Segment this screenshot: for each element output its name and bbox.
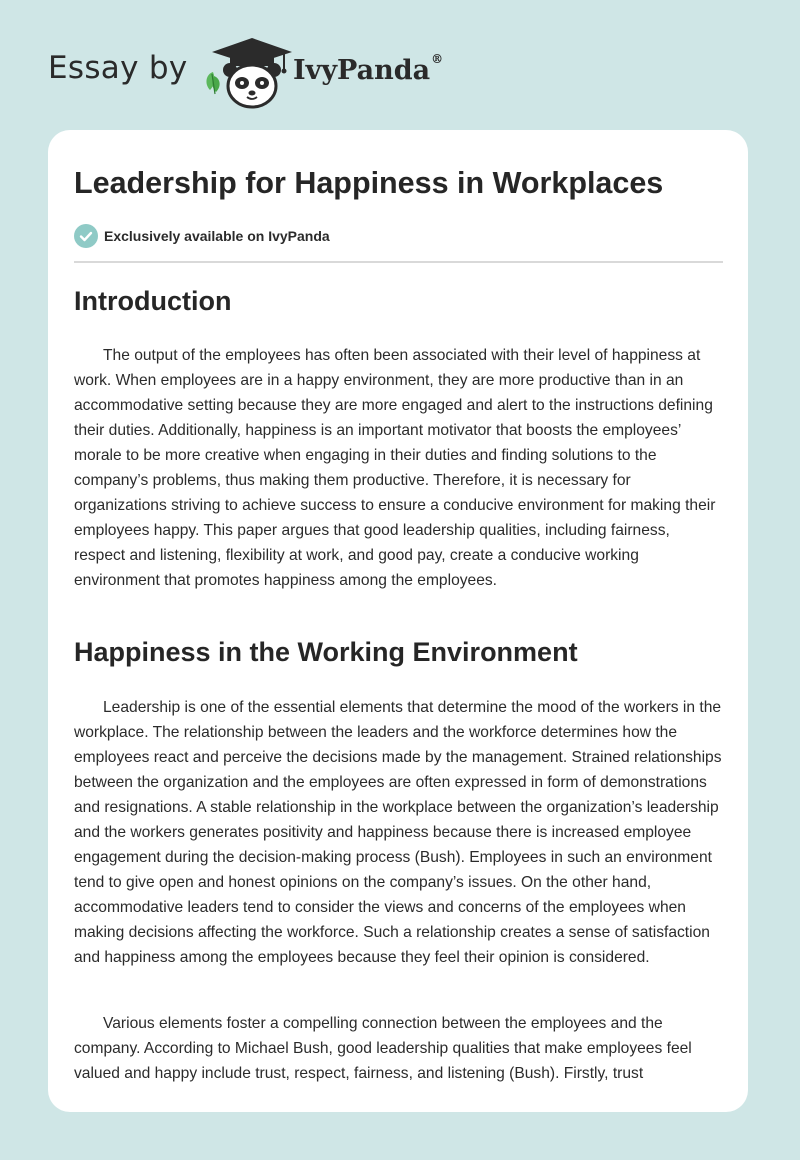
- paragraph: Various elements foster a compelling connection between the employees and the company. According to Michael Bush, good leadership qualities that make employees feel valued and happy include trust, respect, fairness, and listening (Bush). Firstly, trust: [74, 1015, 692, 1082]
- panda-logo-icon[interactable]: [200, 34, 300, 110]
- site-header: [0, 0, 800, 130]
- leaf-icon: [206, 72, 219, 94]
- paragraph: Leadership is one of the essential elements that determine the mood of the workers in the workplace. The relationship between the leaders and the workforce determines how the employees react and perceive the decisions made by the management. Strained relationships between the organization and the employees are often expressed in form of demonstrations and resignations. A stable relationship in the workplace between the organization’s leadership and the workers generates positivity and happiness because there is increased employee engagement during the decision-making process (Bush). Employees in such an environment tend to give open and honest opinions on the company’s issues. On the other hand, accommodative leaders tend to consider the views and concerns of the employees when making decisions affecting the workforce. Such a relationship creates a sense of satisfaction and happiness among the employees because they feel their opinion is considered.: [74, 699, 722, 966]
- exclusive-label: Exclusively available on IvyPanda: [104, 228, 330, 244]
- paragraph: The output of the employees has often been associated with their level of happiness at work. When employees are in a happy environment, they are more productive than in an accommodative setting because they are more engaged and alert to the instructions defining their duties. Additionally, happiness is an important motivator that boosts the employees’ morale to be more creative when engaging in their duties and finding solutions to the company’s problems, thus making them productive. Therefore, it is necessary for organizations striving to achieve success to ensure a conducive environment for making their employees happy. This paper argues that good leadership qualities, including fairness, respect and listening, flexibility at work, and good pay, create a conducive working environment that promotes happiness among the employees.: [74, 347, 716, 589]
- essay-by-label: Essay by: [48, 50, 188, 86]
- essay-card: [48, 130, 748, 1112]
- divider: [74, 261, 723, 263]
- exclusive-badge: [74, 224, 330, 248]
- check-circle-icon: [74, 224, 98, 248]
- page-title: Leadership for Happiness in Workplaces: [74, 166, 664, 200]
- section-heading-happiness: Happiness in the Working Environment: [74, 637, 578, 667]
- section-heading-introduction: Introduction: [74, 286, 232, 316]
- brand-name[interactable]: IvyPanda®: [293, 52, 444, 86]
- registered-mark: ®: [431, 52, 444, 66]
